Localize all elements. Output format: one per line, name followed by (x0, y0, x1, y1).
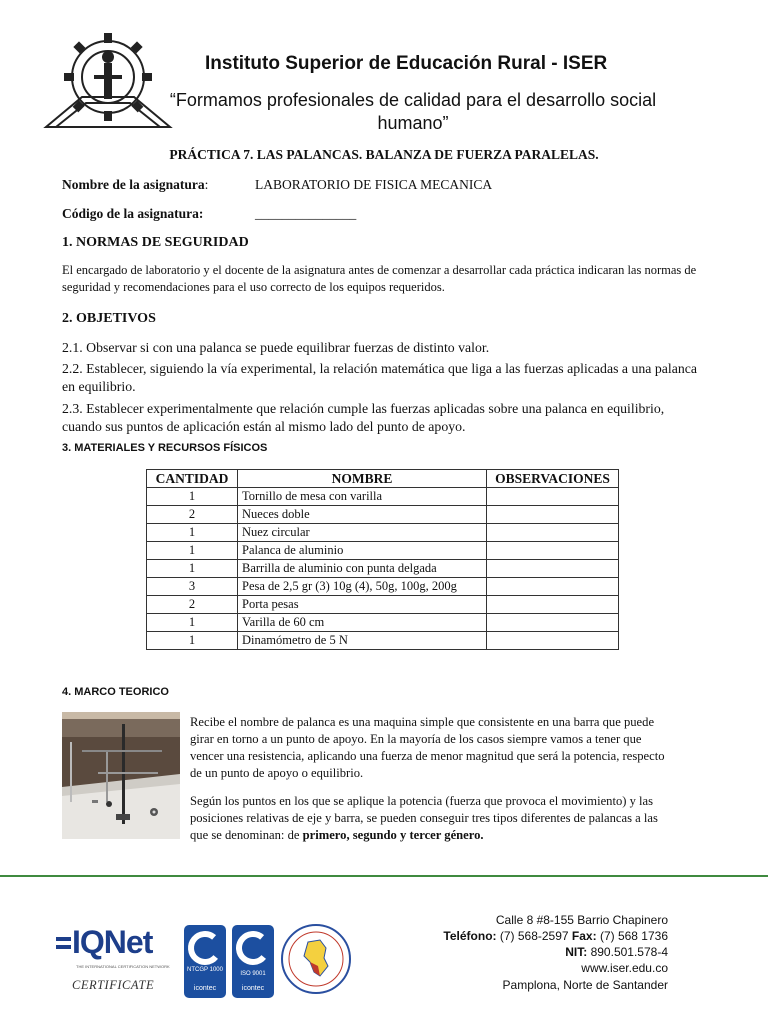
iqnet-certificate (56, 924, 174, 996)
icontec-label: icontec (193, 985, 217, 992)
subject-name-label: Nombre de la asignatura: (62, 177, 209, 192)
table-row (147, 488, 619, 506)
table-row (147, 524, 619, 542)
cell-obs (487, 524, 619, 542)
practice-title: PRÁCTICA 7. LAS PALANCAS. BALANZA DE FUERZA PARALELAS. (169, 147, 599, 162)
cell-qty: 1 (147, 488, 238, 506)
lab-photo (62, 712, 180, 839)
cell-obs (487, 596, 619, 614)
table-row (147, 542, 619, 560)
nit-value: 890.501.578-4 (587, 945, 668, 959)
lever-apparatus-photo-icon (62, 712, 180, 839)
cell-name: Varilla de 60 cm (238, 614, 487, 632)
cell-name: Nueces doble (238, 506, 487, 524)
cell-qty: 1 (147, 560, 238, 578)
cell-obs (487, 632, 619, 650)
certificate-label: CERTIFICATE (72, 978, 155, 992)
cell-qty: 2 (147, 596, 238, 614)
icontec-c-icon (184, 929, 226, 967)
icontec-c-icon (232, 929, 274, 967)
theory-paragraph-2-text: Según los puntos en los que se aplique la potencia (fuerza que provoca el movimiento) y las posiciones relativas de eje y barra, se pueden conseguir tres tipos diferentes de palancas a las que se denominan: de (190, 794, 658, 842)
objective-item-3: 2.3. Establecer experimentalmente que relación cumple las fuerzas aplicadas sobre una palanca en equilibrio, cuando sus puntos de aplicación están al mismo lado del punto de apoyo. (62, 401, 665, 434)
ntcgp-label: NTCGP 1000 (187, 967, 223, 973)
cell-qty: 2 (147, 506, 238, 524)
iso-badge (232, 925, 274, 998)
cell-obs (487, 488, 619, 506)
table-row (147, 578, 619, 596)
section1-heading: 1. NORMAS DE SEGURIDAD (62, 235, 249, 250)
column-header-observations: OBSERVACIONES (487, 470, 619, 488)
iqnet-logo: IQNet (72, 924, 153, 960)
ntcgp-badge (184, 925, 226, 998)
cell-name: Porta pesas (238, 596, 487, 614)
column-header-qty: CANTIDAD (147, 470, 238, 488)
column-header-name: NOMBRE (238, 470, 487, 488)
subject-name-value: LABORATORIO DE FISICA MECANICA (255, 177, 493, 192)
iso-label: ISO 9001 (240, 971, 266, 977)
institution-name: Instituto Superior de Educación Rural - ISER (205, 53, 608, 74)
address: Calle 8 #8-155 Barrio Chapinero (495, 913, 668, 927)
city: Pamplona, Norte de Santander (502, 978, 668, 992)
cell-name: Dinamómetro de 5 N (238, 632, 487, 650)
cell-name: Tornillo de mesa con varilla (238, 488, 487, 506)
quality-seal (280, 920, 352, 998)
cell-name: Barrilla de aluminio con punta delgada (238, 560, 487, 578)
section3-heading: 3. MATERIALES Y RECURSOS FÍSICOS (62, 442, 268, 454)
cell-obs (487, 578, 619, 596)
website-link[interactable]: www.iser.edu.co (581, 961, 668, 975)
cell-qty: 1 (147, 632, 238, 650)
fax-value: (7) 568 1736 (596, 929, 668, 943)
section4-heading: 4. MARCO TEORICO (62, 686, 169, 698)
colombia-map-seal-icon (280, 920, 352, 998)
table-row (147, 506, 619, 524)
gear-logo-icon (42, 27, 174, 133)
cell-name: Nuez circular (238, 524, 487, 542)
institution-slogan: “Formamos profesionales de calidad para el desarrollo social humano” (169, 90, 657, 133)
phone-label: Teléfono: (443, 929, 497, 943)
cell-obs (487, 542, 619, 560)
nit-line (443, 944, 668, 960)
phone-fax-line (443, 928, 668, 944)
footer-divider (0, 875, 768, 877)
contact-block (443, 912, 668, 993)
nit-label: NIT: (565, 945, 588, 959)
cell-qty: 1 (147, 542, 238, 560)
icontec-label: icontec (241, 985, 265, 992)
subject-code-label: Código de la asignatura: (62, 206, 204, 221)
cell-obs (487, 614, 619, 632)
cell-name: Palanca de aluminio (238, 542, 487, 560)
objective-item-2: 2.2. Establecer, siguiendo la vía experimental, la relación matemática que liga a las fuerzas aplicadas a una palanca en equilibrio. (62, 361, 697, 394)
lever-types-bold: primero, segundo y tercer género. (302, 828, 484, 842)
section1-text: El encargado de laboratorio y el docente de la asignatura antes de comenzar a desarrollar cada práctica indicaran las normas de seguridad y recomendaciones para el uso correcto de los equipos requeridos. (62, 263, 697, 294)
table-header-row (147, 470, 619, 488)
materials-table (146, 469, 619, 650)
section2-heading: 2. OBJETIVOS (62, 311, 156, 326)
iser-logo (42, 27, 174, 133)
table-row (147, 632, 619, 650)
table-row (147, 596, 619, 614)
cell-obs (487, 506, 619, 524)
cell-qty: 1 (147, 614, 238, 632)
cell-name: Pesa de 2,5 gr (3) 10g (4), 50g, 100g, 200g (238, 578, 487, 596)
phone-value: (7) 568-2597 (496, 929, 572, 943)
cell-obs (487, 560, 619, 578)
table-row (147, 614, 619, 632)
theory-paragraph-1: Recibe el nombre de palanca es una maquina simple que consistente en una barra que puede girar en torno a un punto de apoyo. En la mayoría de los casos siempre vamos a tener que vencer una resistencia, aplicando una fuerza de menor magnitud que será la potencia, respecto de un punto de apoyo o equilibrio. (190, 715, 665, 780)
fax-label: Fax: (571, 929, 597, 943)
table-row (147, 560, 619, 578)
theory-paragraph-2 (190, 793, 673, 844)
objective-item-1: 2.1. Observar si con una palanca se puede equilibrar fuerzas de distinto valor. (62, 340, 490, 355)
iqnet-subtitle: THE INTERNATIONAL CERTIFICATION NETWORK (76, 964, 170, 969)
cell-qty: 3 (147, 578, 238, 596)
cell-qty: 1 (147, 524, 238, 542)
subject-code-value: _______________ (255, 206, 357, 221)
